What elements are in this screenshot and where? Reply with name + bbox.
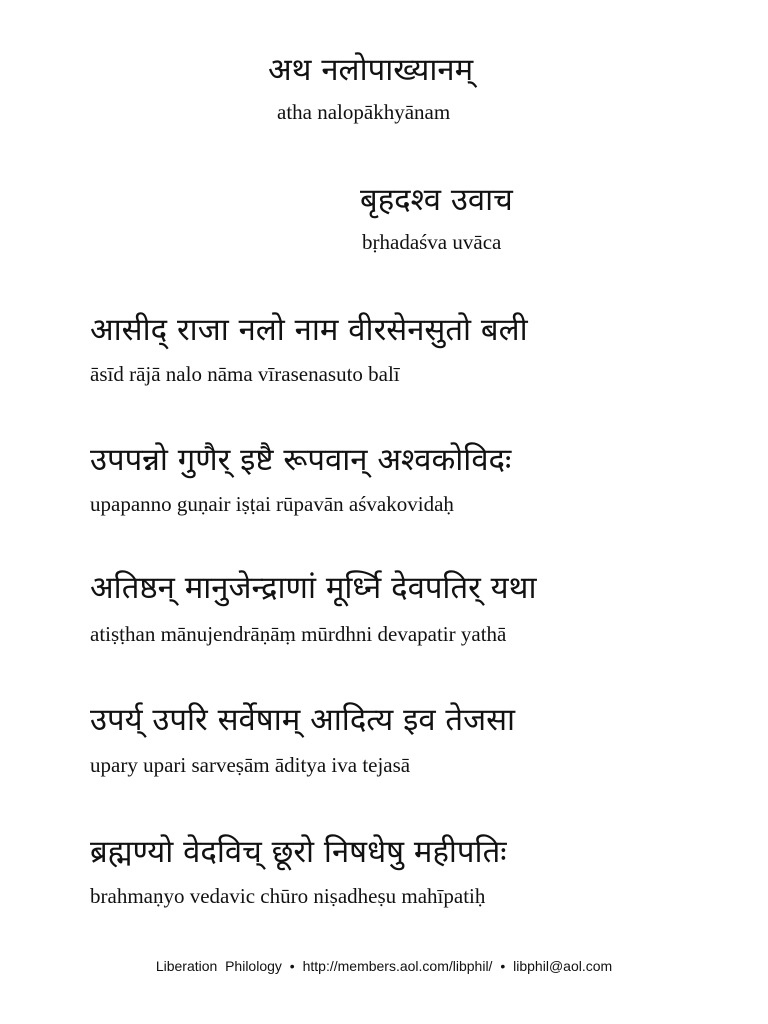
title-transliteration: atha nalopākhyānam [277,100,451,124]
verse-2-transliteration: upapanno guṇair iṣṭai rūpavān aśvakovidaḥ [90,492,454,516]
verse-2-devanagari: उपपन्नो गुणैर् इष्टै रूपवान् अश्वकोविदः [90,442,512,478]
page-footer [0,956,768,976]
speaker-devanagari: बृहदश्व उवाच [360,182,513,218]
verse-5-devanagari: ब्रह्मण्यो वेदविच् छूरो निषधेषु महीपतिः [90,834,507,870]
speaker-transliteration: bṛhadaśva uvāca [362,230,502,254]
footer-name: Liberation Philology [155,958,282,974]
footer-url-link[interactable]: http://members.aol.com/libphil/ [302,958,493,974]
title-devanagari: अथ नलोपाख्यानम् [268,52,474,88]
footer-email-link[interactable]: libphil@aol.com [513,958,613,974]
verse-1-transliteration: āsīd rājā nalo nāma vīrasenasuto balī [90,362,400,386]
verse-4-devanagari: उपर्य् उपरि सर्वेषाम् आदित्य इव तेजसा [90,702,516,738]
verse-1-devanagari: आसीद् राजा नलो नाम वीरसेनसुतो बली [90,312,528,348]
verse-3-transliteration: atiṣṭhan mānujendrāṇāṃ mūrdhni devapatir yathā [90,622,507,646]
verse-4-transliteration: upary upari sarveṣām āditya iva tejasā [90,753,411,777]
footer-separator: • [289,958,295,974]
verse-5-transliteration: brahmaṇyo vedavic chūro niṣadheṣu mahīpatiḥ [90,884,486,908]
footer-separator: • [500,958,506,974]
verse-3-devanagari: अतिष्ठन् मानुजेन्द्राणां मूर्ध्नि देवपतिर् यथा [90,570,537,606]
